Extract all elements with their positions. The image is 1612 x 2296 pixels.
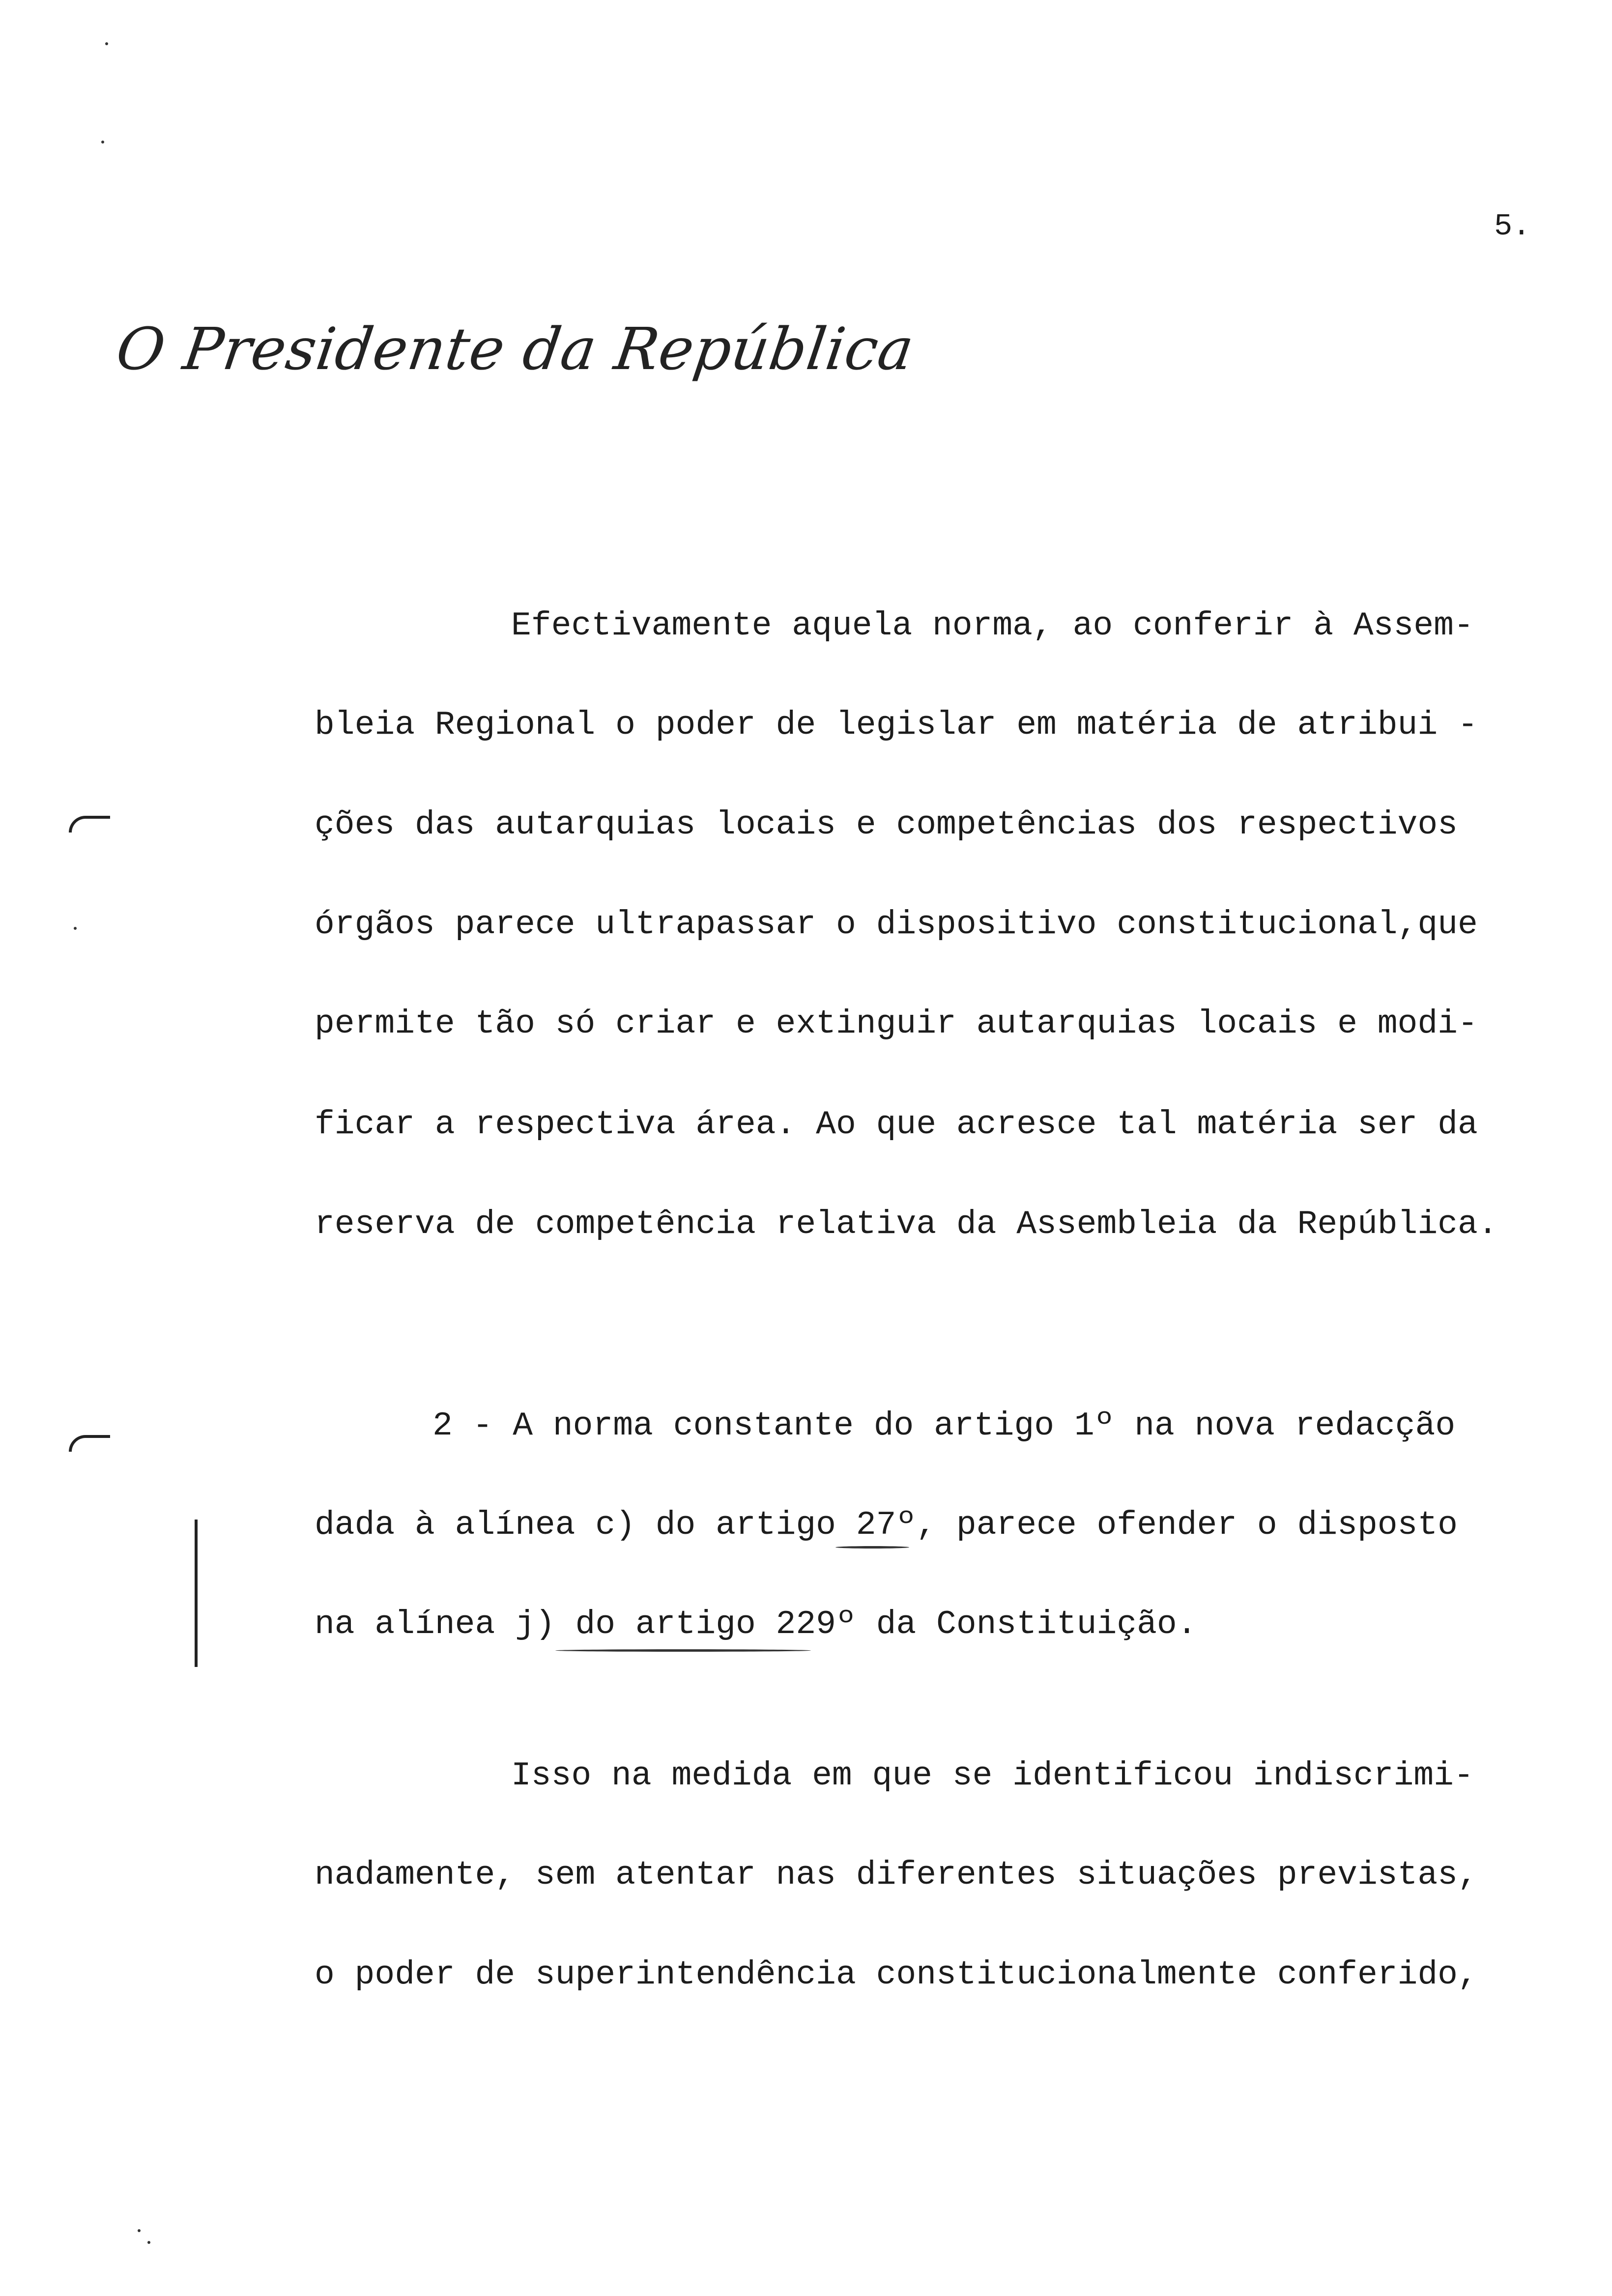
paragraph-line: bleia Regional o poder de legislar em matéria de atribui - bbox=[315, 706, 1478, 744]
speck bbox=[138, 2229, 141, 2232]
paragraph-line: Isso na medida em que se identificou indiscrimi- bbox=[511, 1757, 1474, 1795]
page-number: 5. bbox=[1494, 209, 1531, 244]
handwritten-underline bbox=[555, 1649, 811, 1652]
paragraph-line: ficar a respectiva área. Ao que acresce tal matéria ser da bbox=[315, 1106, 1478, 1144]
paragraph-line: ções das autarquias locais e competências dos respectivos bbox=[315, 806, 1458, 844]
paragraph-line: Efectivamente aquela norma, ao conferir à Assem- bbox=[511, 607, 1474, 645]
paragraph-line: o poder de superintendência constitucionalmente conferido, bbox=[315, 1956, 1478, 1994]
letterhead: O Presidente da República bbox=[112, 315, 919, 383]
speck bbox=[147, 2241, 150, 2244]
paragraph-line: 2 - A norma constante do artigo 1º na nova redacção bbox=[432, 1407, 1456, 1445]
paragraph-line: permite tão só criar e extinguir autarquias locais e modi- bbox=[315, 1005, 1478, 1043]
speck bbox=[101, 141, 104, 144]
paragraph-line: órgãos parece ultrapassar o dispositivo constitucional,que bbox=[315, 906, 1478, 944]
binder-hole-mark bbox=[69, 1435, 110, 1452]
paragraph-line: dada à alínea c) do artigo 27º, parece ofender o disposto bbox=[315, 1506, 1458, 1544]
paragraph-line: na alínea j) do artigo 229º da Constituição. bbox=[315, 1606, 1197, 1643]
margin-vertical-line bbox=[195, 1520, 198, 1667]
speck bbox=[74, 927, 77, 930]
binder-hole-mark bbox=[69, 816, 110, 832]
speck bbox=[105, 42, 108, 45]
paragraph-line: reserva de competência relativa da Assembleia da República. bbox=[315, 1205, 1498, 1243]
paragraph-line: nadamente, sem atentar nas diferentes situações previstas, bbox=[315, 1856, 1478, 1894]
handwritten-underline bbox=[835, 1546, 909, 1549]
